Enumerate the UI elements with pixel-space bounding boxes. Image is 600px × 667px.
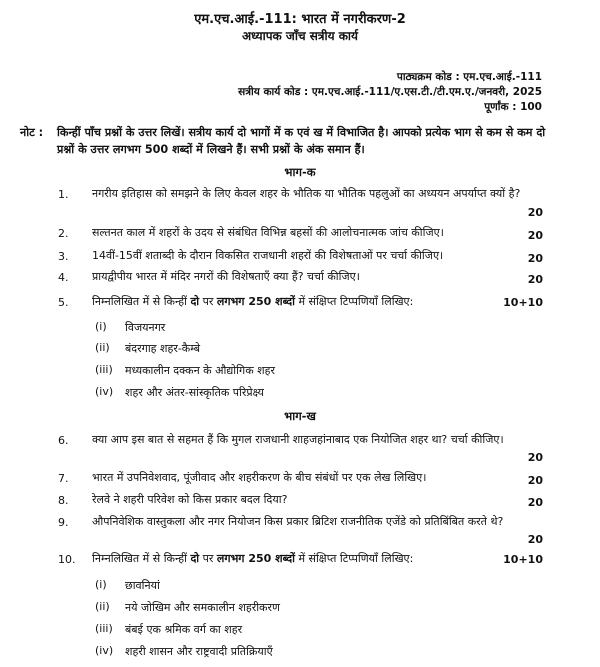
max-marks: पूर्णांक : 100 (484, 101, 542, 113)
question-marks: 20 (527, 496, 543, 509)
question-marks: 20 (527, 206, 543, 219)
question-number: 3. (58, 250, 69, 263)
course-code: पाठ्यक्रम कोड : एम.एच.आई.-111 (396, 71, 542, 83)
question-text: क्या आप इस बात से सहमत हैं कि मुगल राजधानी शाहजहांनाबाद एक नियोजित शहर था? चर्चा कीजिए। (92, 433, 504, 446)
sub-item-text: शहरी शासन और राष्ट्रवादी प्रतिक्रियाएँ (125, 645, 273, 658)
question-text: औपनिवेशिक वास्तुकला और नगर नियोजन किस प्रकार ब्रिटिश राजनीतिक एजेंडे को प्रतिबिंबित करते थे? (92, 515, 504, 528)
question-text: प्रायद्वीपीय भारत में मंदिर नगरों की विशेषताएँ क्या हैं? चर्चा कीजिए। (92, 270, 360, 283)
sub-item-number: (ii) (95, 600, 110, 613)
sub-item-number: (i) (95, 320, 107, 333)
sub-item-text: बंबई एक श्रमिक वर्ग का शहर (125, 623, 243, 636)
question-number: 6. (58, 434, 69, 447)
question-number: 9. (58, 516, 69, 529)
question-marks: 20 (527, 533, 543, 546)
question-number: 2. (58, 227, 69, 240)
question-number: 10. (58, 553, 76, 566)
sub-item-text: छावनियां (125, 579, 160, 592)
question-text: 14वीं-15वीं शताब्दी के दौरान विकसित राजधानी शहरों की विशेषताओं पर चर्चा कीजिए। (92, 249, 444, 262)
question-text: निम्नलिखित में से किन्हीं दो पर लगभग 250 शब्दों में संक्षिप्त टिप्पणियाँ लिखिए: (92, 295, 414, 308)
page-subtitle: अध्यापक जाँच सत्रीय कार्य (241, 29, 359, 43)
question-marks: 10+10 (503, 553, 543, 566)
question-marks: 20 (527, 474, 543, 487)
sub-item-text: शहर और अंतर-सांस्कृतिक परिप्रेक्ष्य (125, 386, 264, 399)
question-marks: 20 (527, 273, 543, 286)
question-number: 4. (58, 271, 69, 284)
section-heading-a: भाग-क (284, 165, 316, 179)
question-text: नगरीय इतिहास को समझने के लिए केवल शहर के भौतिक या भौतिक पहलुओं का अध्ययन अपर्याप्त क्यों है? (92, 187, 521, 200)
page-title: एम.एच.आई.-111: भारत में नगरीकरण-2 (194, 12, 406, 27)
note-text: किन्हीं पाँच प्रश्नों के उत्तर लिखें। सत्रीय कार्य दो भागों में क एवं ख में विभाजित है। आपको प्रत्येक भाग से कम से कम दो प्रश्नों के उत्तर लगभग 500 शब्दों में लिखने हैं। सभी प्रश्नों के अंक समान हैं। (57, 126, 546, 156)
question-text: रेलवे ने शहरी परिवेश को किस प्रकार बदल दिया? (92, 493, 288, 506)
question-number: 5. (58, 296, 69, 309)
sub-item-text: विजयनगर (125, 321, 166, 334)
question-marks: 20 (527, 252, 543, 265)
sub-item-number: (iv) (95, 644, 114, 657)
sub-item-number: (iii) (95, 363, 113, 376)
question-marks: 20 (527, 451, 543, 464)
question-number: 7. (58, 472, 69, 485)
question-number: 8. (58, 494, 69, 507)
assignment-code: सत्रीय कार्य कोड : एम.एच.आई.-111/ए.एस.टी./टी.एम.ए./जनवरी, 2025 (238, 86, 542, 98)
question-text: निम्नलिखित में से किन्हीं दो पर लगभग 250 शब्दों में संक्षिप्त टिप्पणियाँ लिखिए: (92, 552, 414, 565)
sub-item-text: मध्यकालीन दक्कन के औद्योगिक शहर (125, 364, 275, 377)
instructions-note (20, 124, 547, 158)
sub-item-text: बंदरगाह शहर-कैम्बे (125, 342, 201, 355)
section-heading-b: भाग-ख (284, 409, 316, 423)
question-marks: 20 (527, 229, 543, 242)
question-number: 1. (58, 188, 69, 201)
sub-item-number: (iii) (95, 622, 113, 635)
sub-item-number: (i) (95, 578, 107, 591)
sub-item-number: (ii) (95, 341, 110, 354)
sub-item-number: (iv) (95, 385, 114, 398)
question-marks: 10+10 (503, 296, 543, 309)
question-text: भारत में उपनिवेशवाद, पूंजीवाद और शहरीकरण के बीच संबंधों पर एक लेख लिखिए। (92, 471, 427, 484)
note-label: नोट : (20, 126, 44, 139)
sub-item-text: नये जोखिम और समकालीन शहरीकरण (125, 601, 280, 614)
question-text: सल्तनत काल में शहरों के उदय से संबंधित विभिन्न बहसों की आलोचनात्मक जांच कीजिए। (92, 226, 444, 239)
